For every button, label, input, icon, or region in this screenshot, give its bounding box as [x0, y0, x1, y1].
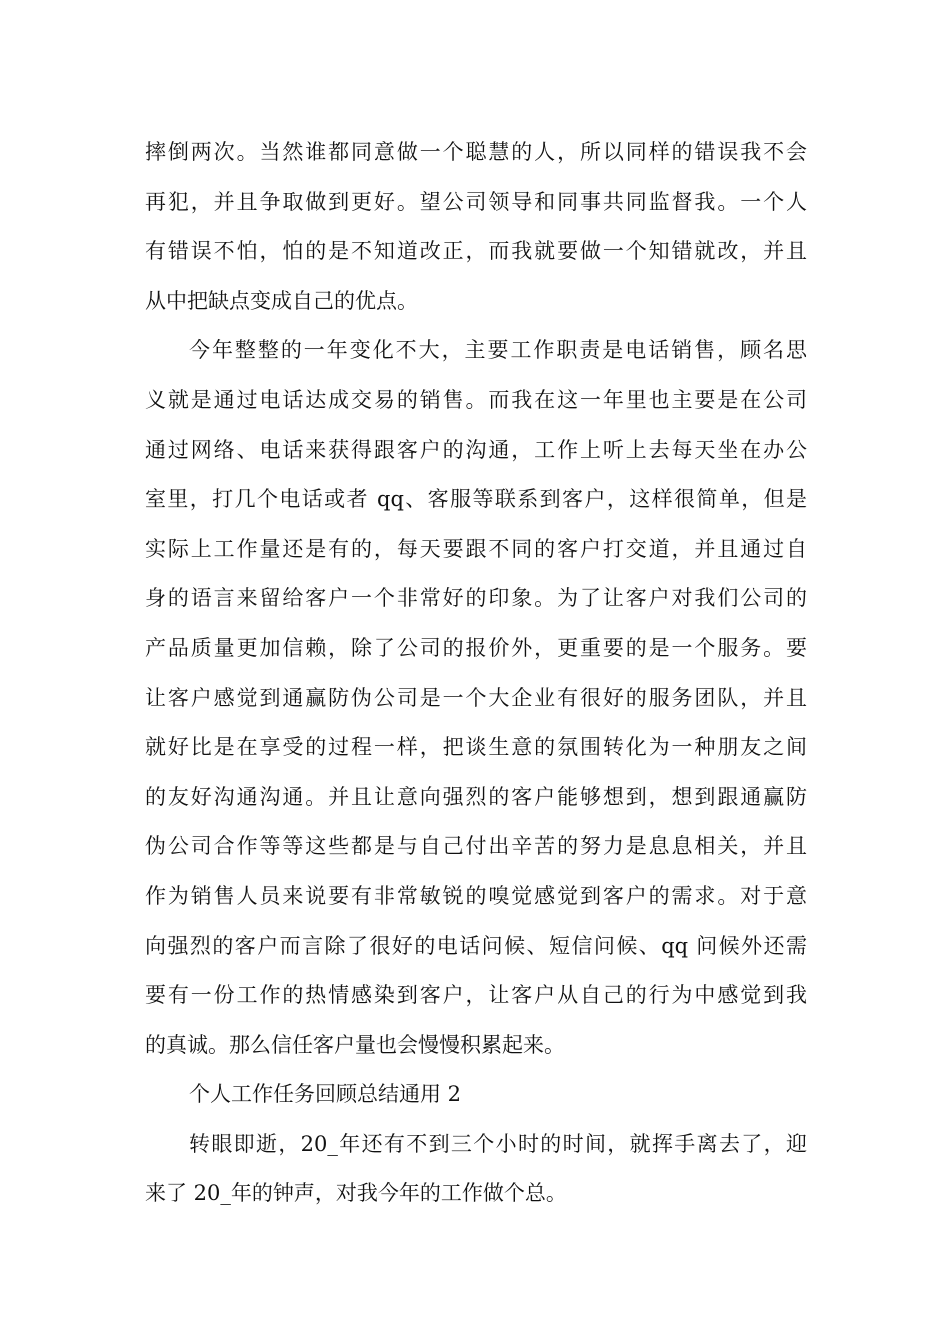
document-body: [145, 128, 807, 1219]
text-line: 室里，打几个电话或者 qq、客服等联系到客户，这样很简单，但是: [145, 487, 807, 512]
text-line: 有错误不怕，怕的是不知道改正，而我就要做一个知错就改，并且: [145, 239, 807, 264]
text-line: 实际上工作量还是有的，每天要跟不同的客户打交道，并且通过自: [145, 536, 807, 561]
paragraph-2: [145, 326, 807, 1070]
text-line: 向强烈的客户而言除了很好的电话问候、短信问候、qq 问候外还需: [145, 933, 807, 958]
text-line: 从中把缺点变成自己的优点。: [145, 288, 418, 313]
text-line: 来了 20_年的钟声，对我今年的工作做个总。: [145, 1181, 567, 1206]
text-line: 伪公司合作等等这些都是与自己付出辛苦的努力是息息相关，并且: [145, 834, 807, 859]
paragraph-1: [145, 128, 807, 326]
text-line: 作为销售人员来说要有非常敏锐的嗅觉感觉到客户的需求。对于意: [145, 883, 807, 908]
section-heading: [145, 1070, 807, 1120]
text-line: 要有一份工作的热情感染到客户，让客户从自己的行为中感觉到我: [145, 983, 807, 1008]
text-line: 的真诚。那么信任客户量也会慢慢积累起来。: [145, 1032, 565, 1057]
text-line: 通过网络、电话来获得跟客户的沟通，工作上听上去每天坐在办公: [145, 437, 807, 462]
text-line: 就好比是在享受的过程一样，把谈生意的氛围转化为一种朋友之间: [145, 735, 807, 760]
paragraph-3: [145, 1120, 807, 1219]
text-line: 产品质量更加信赖，除了公司的报价外，更重要的是一个服务。要: [145, 635, 807, 660]
text-line: 今年整整的一年变化不大，主要工作职责是电话销售，顾名思: [189, 338, 807, 363]
text-line: 让客户感觉到通赢防伪公司是一个大企业有很好的服务团队，并且: [145, 685, 807, 710]
text-line: 的友好沟通沟通。并且让意向强烈的客户能够想到，想到跟通赢防: [145, 784, 807, 809]
text-line: 转眼即逝，20_年还有不到三个小时的时间，就挥手离去了，迎: [189, 1131, 807, 1156]
text-line: 义就是通过电话达成交易的销售。而我在这一年里也主要是在公司: [145, 387, 807, 412]
text-line: 身的语言来留给客户一个非常好的印象。为了让客户对我们公司的: [145, 586, 807, 611]
heading-text: 个人工作任务回顾总结通用 2: [189, 1082, 462, 1107]
text-line: 再犯，并且争取做到更好。望公司领导和同事共同监督我。一个人: [145, 189, 807, 214]
text-line: 摔倒两次。当然谁都同意做一个聪慧的人，所以同样的错误我不会: [145, 140, 807, 164]
